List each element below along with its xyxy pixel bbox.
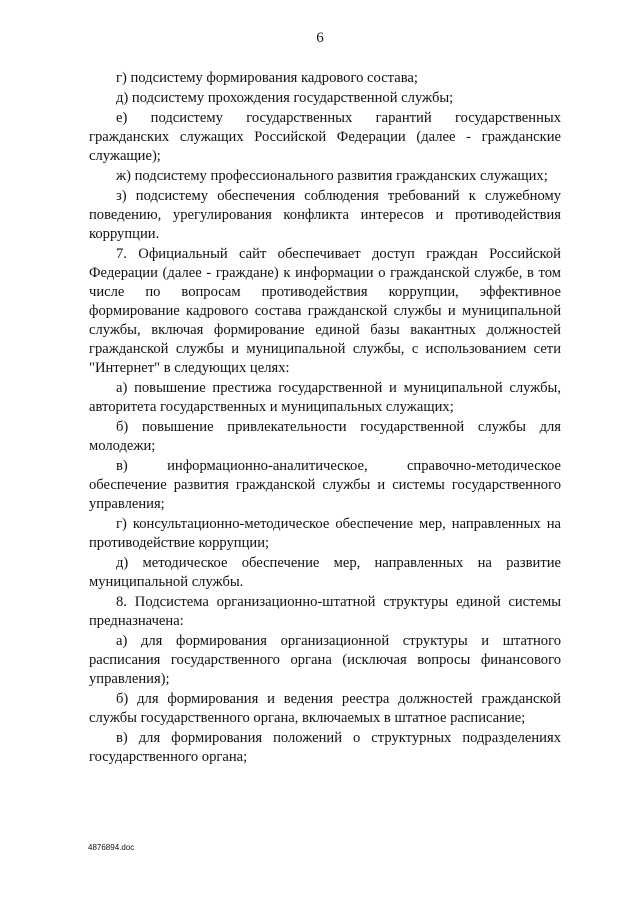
document-body <box>89 69 561 768</box>
paragraph-7b: б) повышение привлекательности государственной службы для молодежи; <box>89 419 561 454</box>
paragraph-7g: г) консультационно-методическое обеспечение мер, направленных на противодействие коррупции; <box>89 516 561 551</box>
paragraph-7a: а) повышение престижа государственной и муниципальной службы, авторитета государственных и муниципальных служащих; <box>89 380 561 415</box>
paragraph-7v: в) информационно-аналитическое, справочно-методическое обеспечение развития гражданской службы и системы государственного управления; <box>89 458 561 512</box>
document-file-code: 4876894.doc <box>88 843 135 852</box>
page-number: 6 <box>316 30 324 46</box>
paragraph-d-subsystem: д) подсистему прохождения государственной службы; <box>116 90 454 106</box>
paragraph-7d: д) методическое обеспечение мер, направленных на развитие муниципальной службы. <box>89 555 561 590</box>
paragraph-g-subsystem: г) подсистему формирования кадрового состава; <box>116 70 418 86</box>
paragraph-8b: б) для формирования и ведения реестра должностей гражданской службы государственного органа, включаемых в штатное расписание; <box>89 691 561 726</box>
paragraph-8a: а) для формирования организационной структуры и штатного расписания государственного органа (исключая вопросы финансового управления); <box>89 633 561 687</box>
paragraph-8v: в) для формирования положений о структурных подразделениях государственного органа; <box>89 730 561 765</box>
paragraph-8-subsystem: 8. Подсистема организационно-штатной структуры единой системы предназначена: <box>89 594 561 629</box>
paragraph-7-official-site: 7. Официальный сайт обеспечивает доступ граждан Российской Федерации (далее - граждане) к информации о гражданской службе, в том числе по вопросам противодействия коррупции, эффективное формирование кадрового состава гражданской службы и муниципальной службы, включая формирование единой базы вакантных должностей гражданской службы и муниципальной службы, с использованием сети "Интернет" в следующих целях: <box>89 246 561 376</box>
paragraph-zh-subsystem: ж) подсистему профессионального развития гражданских служащих; <box>116 168 548 184</box>
paragraph-e-subsystem: е) подсистему государственных гарантий государственных гражданских служащих Российской Федерации (далее - гражданские служащие); <box>89 110 561 164</box>
paragraph-z-subsystem: з) подсистему обеспечения соблюдения требований к служебному поведению, урегулирования конфликта интересов и противодействия коррупции. <box>89 188 561 242</box>
